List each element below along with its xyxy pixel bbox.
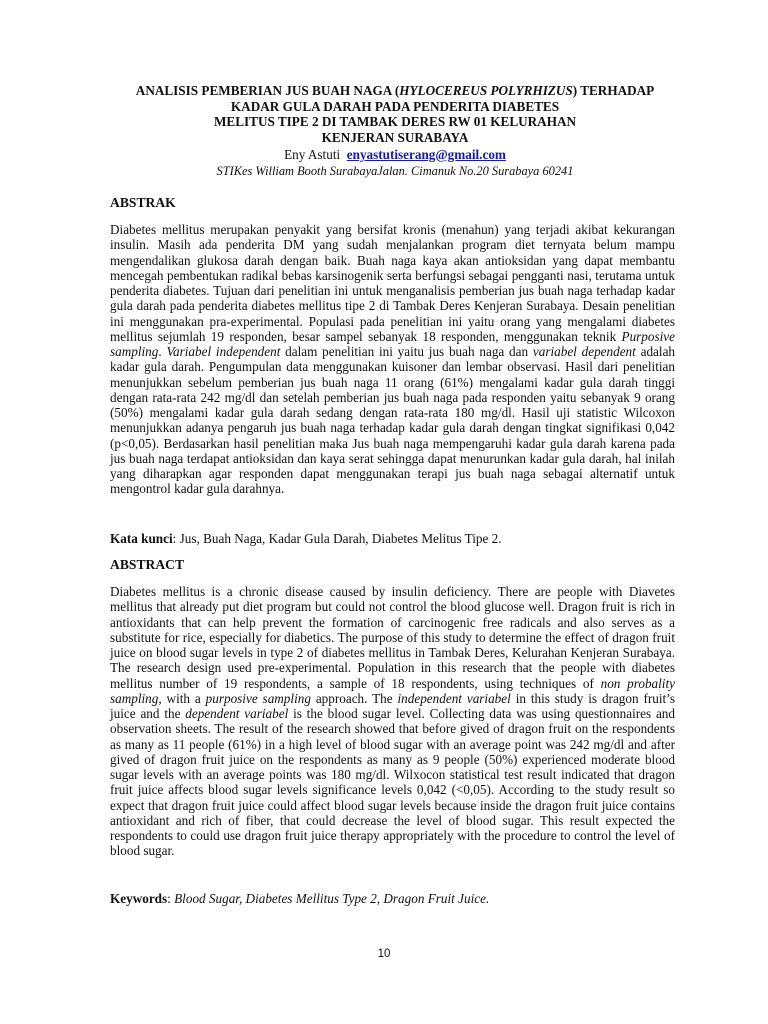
title-line-4: KENJERAN SURABAYA [321, 129, 469, 145]
page-number: 10 [377, 948, 391, 960]
affiliation: STIKes William Booth SurabayaJalan. Cimanuk No.20 Surabaya 60241 [216, 164, 574, 178]
keywords: Keywords: Blood Sugar, Diabetes Mellitus Type 2, Dragon Fruit Juice. [110, 891, 490, 906]
author-name: Eny Astuti [284, 147, 341, 162]
author-email-link[interactable]: enyastutiserang@gmail.com [346, 147, 506, 162]
abstract-paragraph: Diabetes mellitus is a chronic disease caused by insulin deficiency. There are people with Diavetes mellitus that already put diet program but could not control the blood glucose well. Dragon fruit is rich in antioxidants that can help prevent the formation of carcinogenic free radicals and also serves as a substitute for rice, especially for diabetics. The purpose of this study to determine the effect of dragon fruit juice on blood sugar levels in type 2 of diabetes mellitus in Tambak Deres, Kelurahan Kenjeran Surabaya. The research design used pre-experimental. Population in this research that the people with diabetes mellitus number of 19 respondents, a sample of 18 respondents, using techniques of non probality sampling, with a purposive sampling approach. The independent variabel in this study is dragon fruit’s juice and the dependent variabel is the blood sugar level. Collecting data was using questionnaires and observation sheets. The result of the research showed that before gived of dragon fruit on the respondents as many as 11 people (61%) in a high level of blood sugar with an average point was 242 mg/dl and after gived of dragon fruit juice on the respondents as many as 9 people (50%) experienced moderate blood sugar levels with an average points was 180 mg/dl. Wilxocon statistical test result indicated that dragon fruit juice affects blood sugar levels significance levels 0,042 (<0,05). According to the study result so expect that dragon fruit juice could affect blood sugar levels because inside the dragon fruit juice contains antioxidant and rich of fiber, that could decrease the level of blood sugar. This result expected the respondents to could use dragon fruit juice therapy appropriately with the procedure to control the level of blood sugar. [110, 584, 675, 859]
kata-kunci: Kata kunci: Jus, Buah Naga, Kadar Gula Darah, Diabetes Melitus Tipe 2. [110, 531, 502, 546]
abstrak-paragraph: Diabetes mellitus merupakan penyakit yang bersifat kronis (menahun) yang terjadi akibat kekurangan insulin. Masih ada penderita DM yang sudah menjalankan program diet ternyata belum mampu mengendalikan glukosa darah dengan baik. Buah naga kaya akan antioksidan yang dapat membantu mencegah pembentukan radikal bebas karsinogenik serta berfungsi sebagai pengganti nasi, terutama untuk penderita diabetes. Tujuan dari penelitian ini untuk menganalisis pemberian jus buah naga terhadap kadar gula darah pada penderita diabetes mellitus tipe 2 di Tambak Deres Kenjeran Surabaya. Desain penelitian ini menggunakan pra-experimental. Populasi pada penelitian ini yaitu orang yang mengalami diabetes mellitus sejumlah 19 responden, besar sampel sebanyak 18 responden, menggunakan teknik Purposive sampling. Variabel independent dalam penelitian ini yaitu jus buah naga dan variabel dependent adalah kadar gula darah. Pengumpulan data menggunakan kuisoner dan lembar observasi. Hasil dari penelitian menunjukkan sebelum pemberian jus buah naga 11 orang (61%) mengalami kadar gula darah tinggi dengan rata-rata 242 mg/dl dan setelah pemberian jus buah naga pada responden yaitu sebanyak 9 orang (50%) mengalami kadar gula darah sedang dengan rata-rata 180 mg/dl. Hasil uji statistic Wilcoxon menunjukkan adanya pengaruh jus buah naga terhadap kadar gula darah dengan tingkat signifikasi 0,042 (p<0,05). Berdasarkan hasil penelitian maka Jus buah naga mempengaruhi kadar gula darah karena pada jus buah naga terdapat antioksidan dan kaya serat sehingga dapat menurunkan kadar gula darah, hal inilah yang diharapkan agar responden dapat menggunakan terapi jus buah naga sebagai alternatif untuk mengontrol kadar gula darahnya. [110, 222, 676, 497]
paper-title [95, 83, 695, 145]
author-line [95, 147, 695, 163]
abstract-heading: ABSTRACT [110, 557, 185, 572]
title-line-1: ANALISIS PEMBERIAN JUS BUAH NAGA (HYLOCEREUS POLYRHIZUS) TERHADAP [135, 83, 655, 98]
title-line-2: KADAR GULA DARAH PADA PENDERITA DIABETES [230, 98, 560, 114]
title-line-3: MELITUS TIPE 2 DI TAMBAK DERES RW 01 KELURAHAN [213, 114, 576, 130]
abstrak-heading: ABSTRAK [110, 195, 176, 210]
